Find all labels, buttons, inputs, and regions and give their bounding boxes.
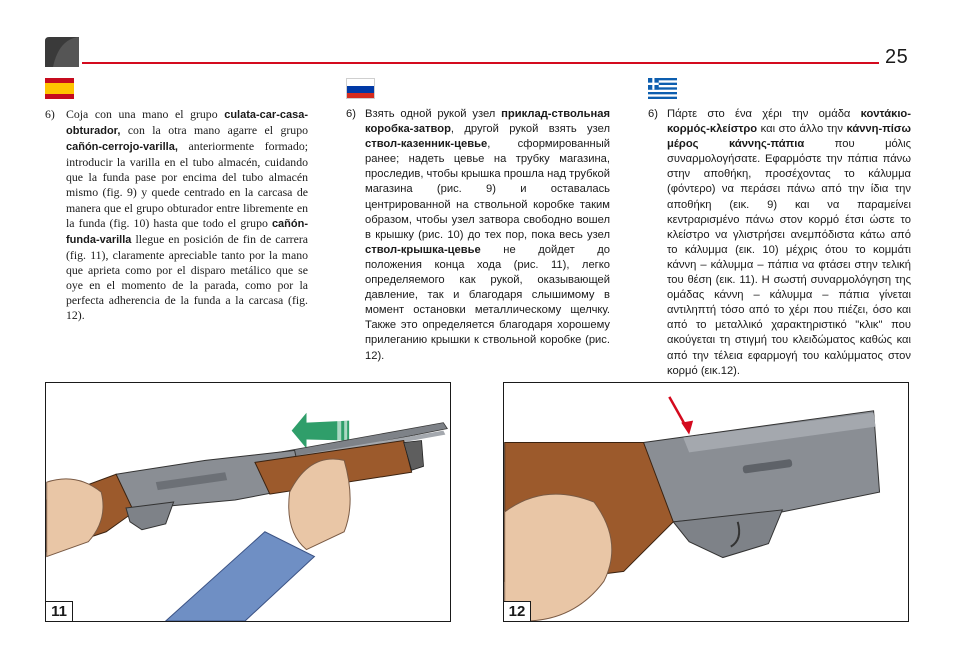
page-number: 25 (885, 46, 909, 68)
russia-flag-icon (346, 78, 375, 99)
figure-label: 11 (46, 601, 73, 621)
figure-12 (503, 382, 909, 622)
step-text: Coja con una mano el grupo culata-car-casa-obturador, con la otra mano agarre el grupo cañón-cerrojo-varilla, anteriormente formado; introducir la varilla en el tubo almacén, cuidando que la funda pase por encima del tubo almacén mismo (fig. 9) y quede centrado en la carcasa de manera que el grupo obturador entre libremente en la funda (fig. 10) hasta que todo el grupo cañón-funda-varilla llegue en posición de fin de carrera (fig. 11), claramente apreciable tanto por la mano que aprieta como por el disparo metálico que se oye en el momento de la parada, como por la perfecta adherencia de la funda a la carcasa (fig. 12). (66, 107, 308, 323)
highlight-term: ствол-крышка-цевье (365, 243, 481, 256)
receiver-cover-illustration (504, 383, 908, 621)
figure-label: 12 (504, 601, 531, 621)
shotgun-assembly-illustration (46, 383, 450, 621)
highlight-term: ствол-казенник-цевье (365, 138, 488, 151)
highlight-term: κάννη-πίσω μέρος κάννης-πάπια (667, 123, 911, 151)
step-number: 6) (45, 107, 55, 121)
highlight-term: cañón-cerrojo-varilla, (66, 141, 178, 154)
highlight-term: κοντάκιο-κορμός-κλείστρο (667, 108, 911, 136)
greek-instructions (648, 107, 911, 379)
highlight-term: cañón-funda-varilla (66, 217, 308, 246)
russian-instructions (346, 107, 610, 364)
highlight-term: culata-car-casa-obturador, (66, 109, 308, 138)
highlight-term: приклад-ствольная коробка-затвор (365, 108, 610, 136)
greece-flag-icon (648, 78, 677, 99)
spanish-instructions (45, 107, 308, 323)
step-text: Взять одной рукой узел приклад-ствольная коробка-затвор, другой рукой взять узел ствол-казенник-цевье, сформированный ранее; надеть цевье на трубку магазина, проследив, чтобы крышка прошла над трубкой магазина (рис. 9) и оставалась центрированной на ствольной коробке таким образом, чтобы узел затвора свободно вошел в крышку (рис. 10) до тех пор, пока весь узел ствол-крышка-цевье не дойдет до положения конца хода (рис. 11), легко определяемого как рукой, оказывающей давление, так и благодаря слышимому в момент остановки металлическому щелчку. Также это определяется благодаря хорошему прилеганию крышки к ствольной коробке (рис. 12). (365, 108, 610, 362)
figure-11 (45, 382, 451, 622)
brand-corner-logo-icon (45, 37, 79, 67)
step-text: Πάρτε στο ένα χέρι την ομάδα κοντάκιο-κορμός-κλείστρο και στο άλλο την κάννη-πίσω μέρος κάννης-πάπια που μόλις συναρμολογήσατε. Εφαρμόστε την πάπια πάνω στην αποθήκη, προσέχοντας το κάλυμμα (φόντερο) να περάσει πάνω από την ίδια την αποθήκη (εικ. 9) και να παραμείνει κεντραρισμένο πάνω στον κορμό έτσι ώστε το κλείστρο να γλιστρήσει ανεμπόδιστα κάτω από το κάλυμμα (εικ. 10) μέχρις ότου το κομμάτι κάννη – κάλυμμα – πάπια να φτάσει στην τελική του θέση (εικ. 11). Η σωστή συναρμολόγηση της ομάδας κάννη – κάλυμμα – πάπια γίνεται αντιληπτή τόσο από το χέρι που πιέζει, όσο και από το μεταλλικό χαρακτηριστικό "κλικ" που ακούγεται τη στιγμή του κλειδώματος καθώς και από την τέλεια εφαρμογή του καλύμματος στον κορμό (εικ.12). (667, 108, 911, 377)
pointer-arrow-icon (681, 421, 693, 435)
header-rule (82, 62, 879, 64)
step-number: 6) (648, 108, 658, 120)
step-number: 6) (346, 108, 356, 120)
spain-flag-icon (45, 78, 74, 99)
